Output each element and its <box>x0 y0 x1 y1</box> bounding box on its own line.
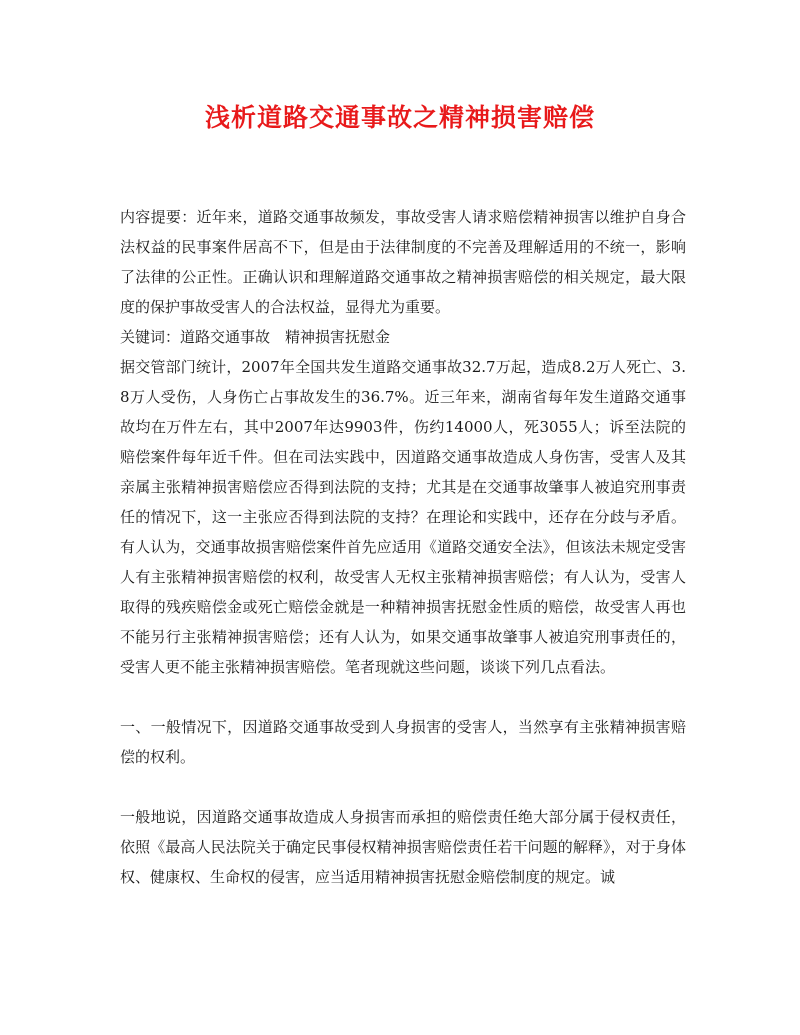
abstract-paragraph: 内容提要：近年来，道路交通事故频发，事故受害人请求赔偿精神损害以维护自身合法权益的民事案件居高不下，但是由于法律制度的不完善及理解适用的不统一，影响了法律的公正性。正确认识和理解道路交通事故之精神损害赔偿的相关规定，最大限度的保护事故受害人的合法权益，显得尤为重要。 <box>120 208 686 316</box>
paragraph-spacer <box>120 772 686 802</box>
body-paragraph-1: 据交管部门统计，2007年全国共发生道路交通事故32.7万起，造成8.2万人死亡、3.8万人受伤，人身伤亡占事故发生的36.7%。近三年来，湖南省每年发生道路交通事故均在万件左右，其中2007年达9903件，伤约14000人，死3055人；诉至法院的赔偿案件每年近千件。但在司法实践中，因道路交通事故造成人身伤害，受害人及其亲属主张精神损害赔偿应否得到法院的支持；尤其是在交通事故肇事人被追究刑事责任的情况下，这一主张应否得到法院的支持？在理论和实践中，还存在分歧与矛盾。有人认为，交通事故损害赔偿案件首先应适用《道路交通安全法》，但该法未规定受害人有主张精神损害赔偿的权利，故受害人无权主张精神损害赔偿；有人认为，受害人取得的残疾赔偿金或死亡赔偿金就是一种精神损害抚慰金性质的赔偿，故受害人再也不能另行主张精神损害赔偿；还有人认为，如果交通事故肇事人被追究刑事责任的，受害人更不能主张精神损害赔偿。笔者现就这些问题，谈谈下列几点看法。 <box>120 358 686 676</box>
body-paragraph-2: 一般地说，因道路交通事故造成人身损害而承担的赔偿责任绝大部分属于侵权责任，依照《最高人民法院关于确定民事侵权精神损害赔偿责任若干问题的解释》，对于身体权、健康权、生命权的侵害，应当适用精神损害抚慰金赔偿制度的规定。诚 <box>120 808 686 886</box>
document-title: 浅析道路交通事故之精神损害赔偿 <box>204 103 595 132</box>
section-heading-1: 一、一般情况下，因道路交通事故受到人身损害的受害人，当然享有主张精神损害赔偿的权利。 <box>120 718 686 766</box>
keywords-line: 关键词：道路交通事故 精神损害抚慰金 <box>120 328 391 346</box>
paragraph-spacer <box>120 682 686 712</box>
document-body <box>120 202 686 892</box>
